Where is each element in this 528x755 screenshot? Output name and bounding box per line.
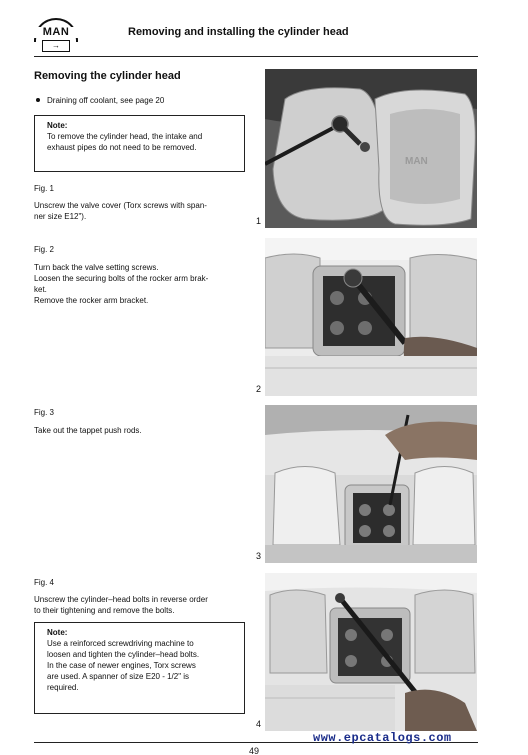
fig-1-text: [34, 200, 244, 222]
fig-text-line: Turn back the valve setting screws.: [34, 263, 159, 272]
fig-2-text: [34, 262, 244, 306]
fig-1-label: Fig. 1: [34, 184, 55, 193]
man-logo: [34, 18, 78, 52]
note-box: [34, 115, 245, 172]
fig-text-line: Remove the rocker arm bracket.: [34, 296, 149, 305]
note-line: exhaust pipes do not need to be removed.: [47, 143, 197, 152]
fig-4-number: 4: [256, 719, 262, 729]
fig-text-line: Unscrew the cylinder–head bolts in reverse order: [34, 595, 208, 604]
bullet-dot: [36, 98, 40, 102]
fig-text-line: to their tightening and remove the bolts.: [34, 606, 175, 615]
note-box: [34, 622, 245, 714]
note-label: Note:: [47, 628, 68, 637]
note-label: Note:: [47, 121, 68, 130]
note-line: are used. A spanner of size E20 - 1/2" is: [47, 672, 190, 681]
note-line: To remove the cylinder head, the intake and: [47, 132, 203, 141]
fig-2-photo: [265, 238, 477, 396]
page-title: Removing and installing the cylinder head: [128, 26, 349, 38]
header-divider: [34, 56, 478, 57]
fig-3-photo: [265, 405, 477, 563]
note-line: loosen and tighten the cylinder–head bolts.: [47, 650, 200, 659]
fig-1-number: 1: [256, 216, 262, 226]
svg-text:MAN: MAN: [405, 156, 428, 167]
note-line: required.: [47, 683, 79, 692]
fig-3-text: [34, 425, 244, 436]
bullet-item: [36, 96, 164, 105]
fig-4-label: Fig. 4: [34, 578, 55, 587]
fig-3-label: Fig. 3: [34, 408, 55, 417]
watermark: www.epcatalogs.com: [313, 731, 452, 745]
fig-3-number: 3: [256, 551, 262, 561]
logo-text: MAN: [34, 27, 78, 38]
note-line: In the case of newer engines, Torx screws: [47, 661, 196, 670]
fig-1-photo: [265, 69, 477, 228]
fig-2-number: 2: [256, 384, 262, 394]
fig-text-line: Unscrew the valve cover (Torx screws with span-: [34, 201, 207, 210]
fig-4-text: [34, 594, 244, 616]
fig-text-line: ket.: [34, 285, 47, 294]
section-title: Removing the cylinder head: [34, 70, 181, 82]
note-line: Use a reinforced screwdriving machine to: [47, 639, 194, 648]
page-number: 49: [249, 746, 260, 755]
logo-badge: →: [42, 40, 70, 52]
fig-2-label: Fig. 2: [34, 245, 55, 254]
fig-text-line: Take out the tappet push rods.: [34, 426, 142, 435]
bullet-text: Draining off coolant, see page 20: [47, 96, 165, 105]
fig-4-photo: [265, 573, 477, 731]
fig-text-line: Loosen the securing bolts of the rocker arm brak-: [34, 274, 209, 283]
fig-text-line: ner size E12").: [34, 212, 87, 221]
